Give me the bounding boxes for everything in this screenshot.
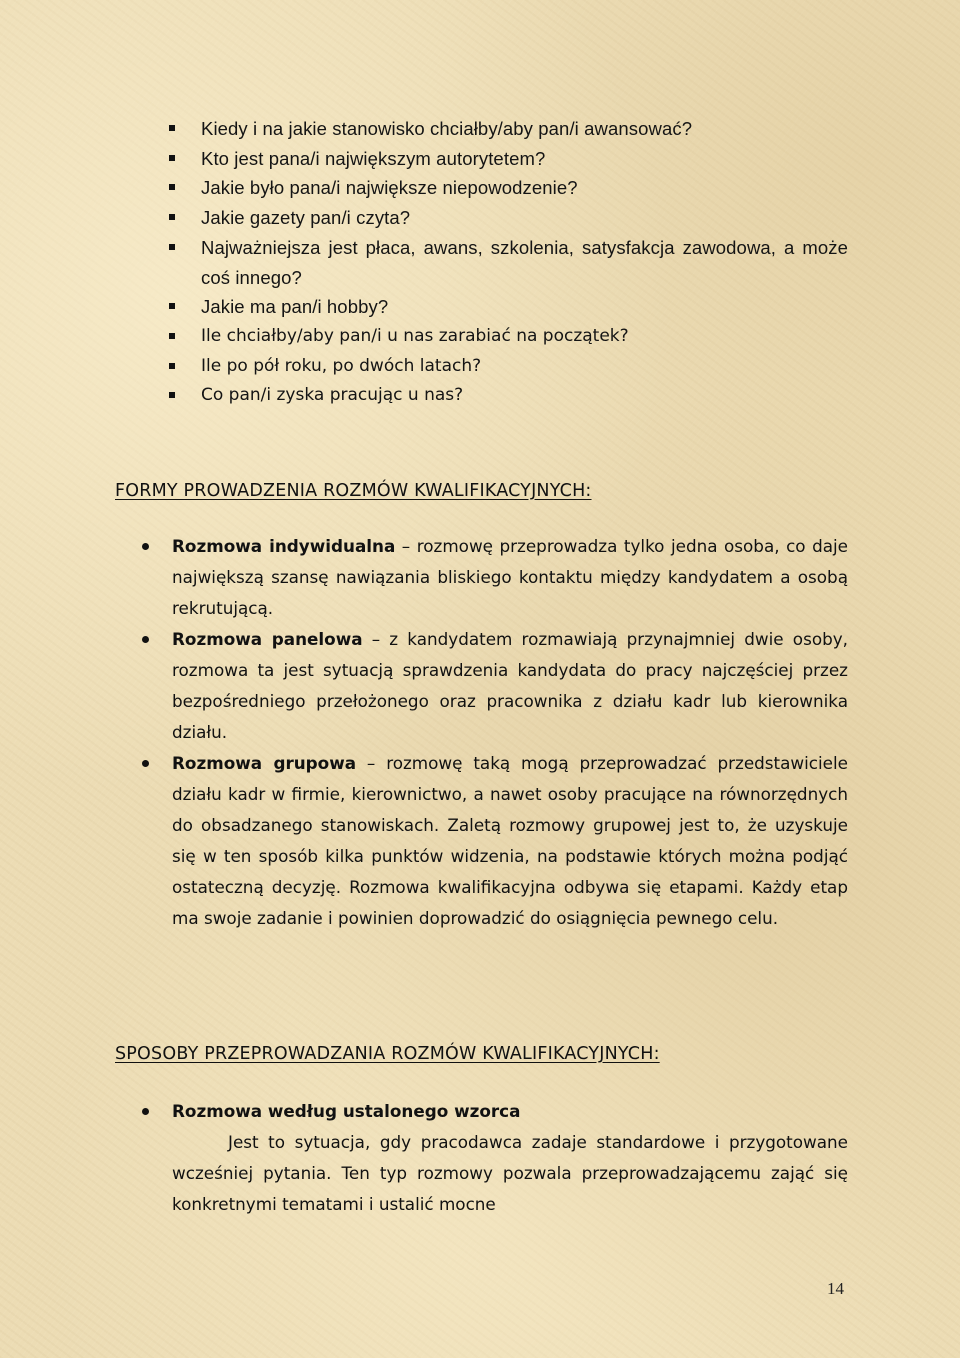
square-bullet-icon — [169, 214, 175, 220]
list-item — [168, 381, 848, 411]
item-term: Rozmowa indywidualna — [172, 536, 396, 556]
question-text: Kto jest pana/i największym autorytetem? — [201, 147, 546, 169]
square-bullet-icon — [169, 125, 175, 131]
item-term: Rozmowa według ustalonego wzorca — [172, 1101, 521, 1121]
list-item — [168, 233, 848, 292]
list-item — [168, 173, 848, 203]
dot-bullet-icon — [142, 543, 149, 550]
list-item — [168, 292, 848, 322]
dot-bullet-icon — [142, 760, 149, 767]
item-description: rozmowę taką mogą przeprowadzać przedstawiciele działu kadr w firmie, kierownictwo, a nawet osoby pracujące na równorzędnych do obsadzanego stanowiskach. Zaletą rozmowy grupowej jest to, że uzyskuje się w ten sposób kilka punktów widzenia, na podstawie których można podjąć ostateczną decyzję. Rozmowa kwalifikacyjna odbywa się etapami. Każdy etap ma swoje zadanie i powinien doprowadzić do osiągnięcia pewnego celu. — [172, 753, 848, 928]
item-description: rozmowę przeprowadza tylko jedna osoba, co daje największą szansę nawiązania bliskiego kontaktu między kandydatem a osobą rekrutującą. — [172, 536, 849, 618]
list-item — [142, 1096, 848, 1220]
interview-forms-list — [142, 531, 848, 934]
question-text: Najważniejsza jest płaca, awans, szkolenia, satysfakcja zawodowa, a może coś innego? — [201, 236, 848, 288]
item-description: Jest to sytuacja, gdy pracodawca zadaje standardowe i przygotowane wcześniej pytania. Ten typ rozmowy pozwala przeprowadzającemu zająć się konkretnymi tematami i ustalić mocne — [172, 1132, 848, 1214]
list-item — [168, 114, 848, 144]
item-separator: – — [362, 629, 390, 649]
square-bullet-icon — [169, 363, 175, 369]
interview-methods-list — [142, 1096, 848, 1220]
question-text: Ile chciałby/aby pan/i u nas zarabiać na początek? — [201, 325, 629, 346]
list-item — [142, 748, 848, 934]
question-text: Jakie było pana/i największe niepowodzenie? — [201, 177, 578, 199]
square-bullet-icon — [169, 392, 175, 398]
list-item — [168, 203, 848, 233]
question-text: Co pan/i zyska pracując u nas? — [201, 385, 464, 406]
list-item — [168, 352, 848, 382]
dot-bullet-icon — [142, 1108, 149, 1115]
item-term: Rozmowa grupowa — [172, 753, 357, 773]
dot-bullet-icon — [142, 636, 149, 643]
square-bullet-icon — [169, 155, 175, 161]
item-term: Rozmowa panelowa — [172, 629, 363, 649]
question-list — [168, 114, 848, 411]
item-separator: – — [395, 536, 417, 556]
list-item — [142, 624, 848, 748]
question-text: Jakie ma pan/i hobby? — [201, 296, 389, 318]
square-bullet-icon — [169, 333, 175, 339]
list-item — [142, 531, 848, 624]
section-heading-forms: FORMY PROWADZENIA ROZMÓW KWALIFIKACYJNYCH: — [115, 481, 592, 501]
question-text: Kiedy i na jakie stanowisko chciałby/aby pan/i awansować? — [201, 118, 693, 139]
square-bullet-icon — [169, 244, 175, 250]
list-item — [168, 144, 848, 174]
question-text: Ile po pół roku, po dwóch latach? — [201, 355, 482, 376]
section-heading-methods: SPOSOBY PRZEPROWADZANIA ROZMÓW KWALIFIKACYJNYCH: — [115, 1044, 660, 1064]
page-number: 14 — [827, 1279, 844, 1298]
question-text: Jakie gazety pan/i czyta? — [201, 207, 411, 229]
square-bullet-icon — [169, 303, 175, 309]
item-description: z kandydatem rozmawiają przynajmniej dwie osoby, rozmowa ta jest sytuacją sprawdzenia kandydata do pracy najczęściej przez bezpośredniego przełożonego oraz pracownika z działu kadr lub kierownika działu. — [172, 629, 848, 742]
list-item — [168, 322, 848, 352]
square-bullet-icon — [169, 184, 175, 190]
item-separator: – — [356, 753, 387, 773]
